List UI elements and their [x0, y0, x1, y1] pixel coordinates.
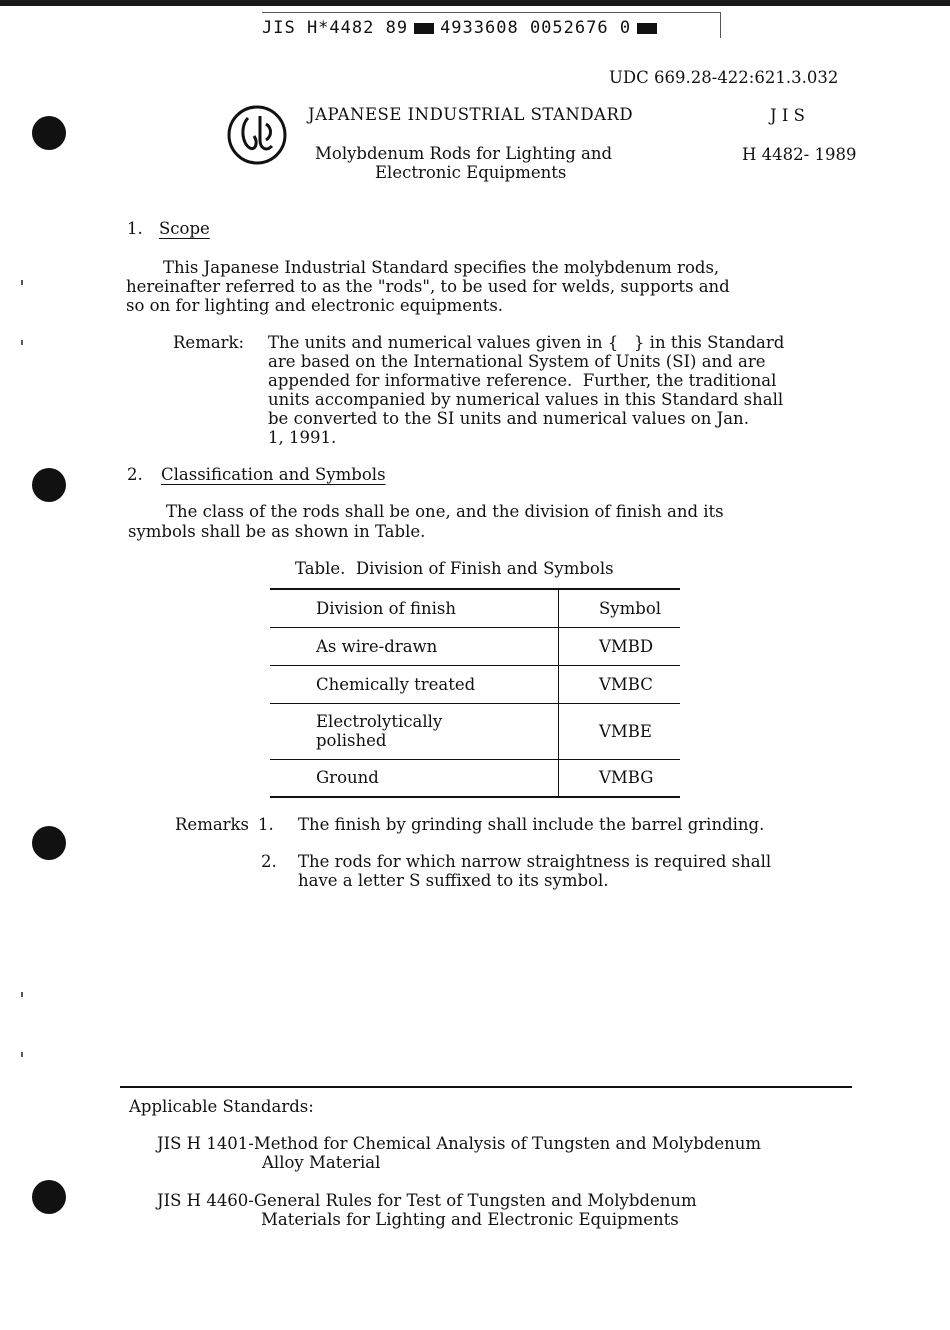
doc-title-line-2: Electronic Equipments	[375, 163, 567, 182]
applicable-heading: Applicable Standards:	[129, 1097, 314, 1116]
table-row	[270, 759, 680, 797]
table-row	[270, 627, 680, 665]
table-cell-division: Ground	[270, 759, 559, 797]
header-code-mid: 4933608 0052676 0	[440, 18, 632, 38]
section-1-number: 1.	[127, 219, 143, 238]
scan-speck	[21, 1052, 23, 1057]
applicable-item-1-line-2: Alloy Material	[262, 1153, 381, 1172]
header-code	[262, 18, 722, 38]
remark-line-2: are based on the International System of Units (SI) and are	[268, 352, 766, 371]
header-code-left: JIS H*4482 89	[262, 18, 409, 38]
scan-top-edge	[0, 0, 950, 6]
doc-title-line-1: Molybdenum Rods for Lighting and	[315, 144, 613, 163]
remark-1-line-1: The finish by grinding shall include the barrel grinding.	[298, 815, 765, 834]
section-2-number: 2.	[127, 465, 143, 484]
remark-1-number: 1.	[258, 815, 274, 834]
table-cell-division	[270, 703, 559, 759]
section-2-heading: Classification and Symbols	[161, 465, 386, 484]
table-caption: Table. Division of Finish and Symbols	[295, 559, 614, 578]
redaction-block	[637, 23, 657, 34]
table-cell-symbol: VMBG	[559, 759, 681, 797]
footer-divider	[120, 1086, 852, 1088]
scan-speck	[21, 340, 23, 345]
table-row	[270, 703, 680, 759]
udc-code: UDC 669.28-422:621.3.032	[609, 68, 839, 87]
table-cell-division: Chemically treated	[270, 665, 559, 703]
scan-speck	[21, 992, 23, 997]
redaction-block	[414, 23, 434, 34]
jis-logo-icon	[226, 104, 288, 166]
jis-mark: J I S	[770, 106, 805, 125]
header-rule	[262, 12, 720, 13]
table-row	[270, 665, 680, 703]
classification-para-line-1: The class of the rods shall be one, and the division of finish and its	[166, 502, 724, 521]
section-1-heading: Scope	[159, 219, 210, 238]
scope-para-line-1: This Japanese Industrial Standard specifies the molybdenum rods,	[163, 258, 720, 277]
applicable-item-1-line-1: JIS H 1401-Method for Chemical Analysis of Tungsten and Molybdenum	[157, 1134, 762, 1153]
table-header-row	[270, 589, 680, 627]
table-cell-division: As wire-drawn	[270, 627, 559, 665]
table-header-division: Division of finish	[270, 589, 559, 627]
remark-2-line-2: have a letter S suffixed to its symbol.	[298, 871, 609, 890]
applicable-item-2-line-2: Materials for Lighting and Electronic Equipments	[261, 1210, 679, 1229]
table-header-symbol: Symbol	[559, 589, 681, 627]
remark-line-6: 1, 1991.	[268, 428, 337, 447]
punch-hole	[32, 1180, 66, 1214]
table-cell-symbol: VMBE	[559, 703, 681, 759]
standard-type: JAPANESE INDUSTRIAL STANDARD	[308, 105, 634, 124]
punch-hole	[32, 116, 66, 150]
scope-para-line-2: hereinafter referred to as the "rods", to be used for welds, supports and	[126, 277, 730, 296]
remark-2-line-1: The rods for which narrow straightness is required shall	[298, 852, 772, 871]
remark-label: Remark:	[173, 333, 245, 352]
table-cell-symbol: VMBD	[559, 627, 681, 665]
scan-speck	[21, 280, 23, 285]
applicable-item-2-line-1: JIS H 4460-General Rules for Test of Tungsten and Molybdenum	[157, 1191, 697, 1210]
remark-line-5: be converted to the SI units and numerical values on Jan.	[268, 409, 749, 428]
scope-para-line-3: so on for lighting and electronic equipments.	[126, 296, 504, 315]
standard-number: H 4482- 1989	[742, 145, 857, 164]
remark-2-number: 2.	[261, 852, 277, 871]
remark-line-3: appended for informative reference. Further, the traditional	[268, 371, 777, 390]
finish-table	[270, 588, 680, 798]
table-cell-division-text: Electrolytically polished	[316, 712, 443, 750]
remarks-label: Remarks	[175, 815, 250, 834]
punch-hole	[32, 826, 66, 860]
classification-para-line-2: symbols shall be as shown in Table.	[128, 522, 426, 541]
remark-line-1: The units and numerical values given in { } in this Standard	[268, 333, 785, 352]
punch-hole	[32, 468, 66, 502]
table-cell-symbol: VMBC	[559, 665, 681, 703]
remark-line-4: units accompanied by numerical values in this Standard shall	[268, 390, 784, 409]
